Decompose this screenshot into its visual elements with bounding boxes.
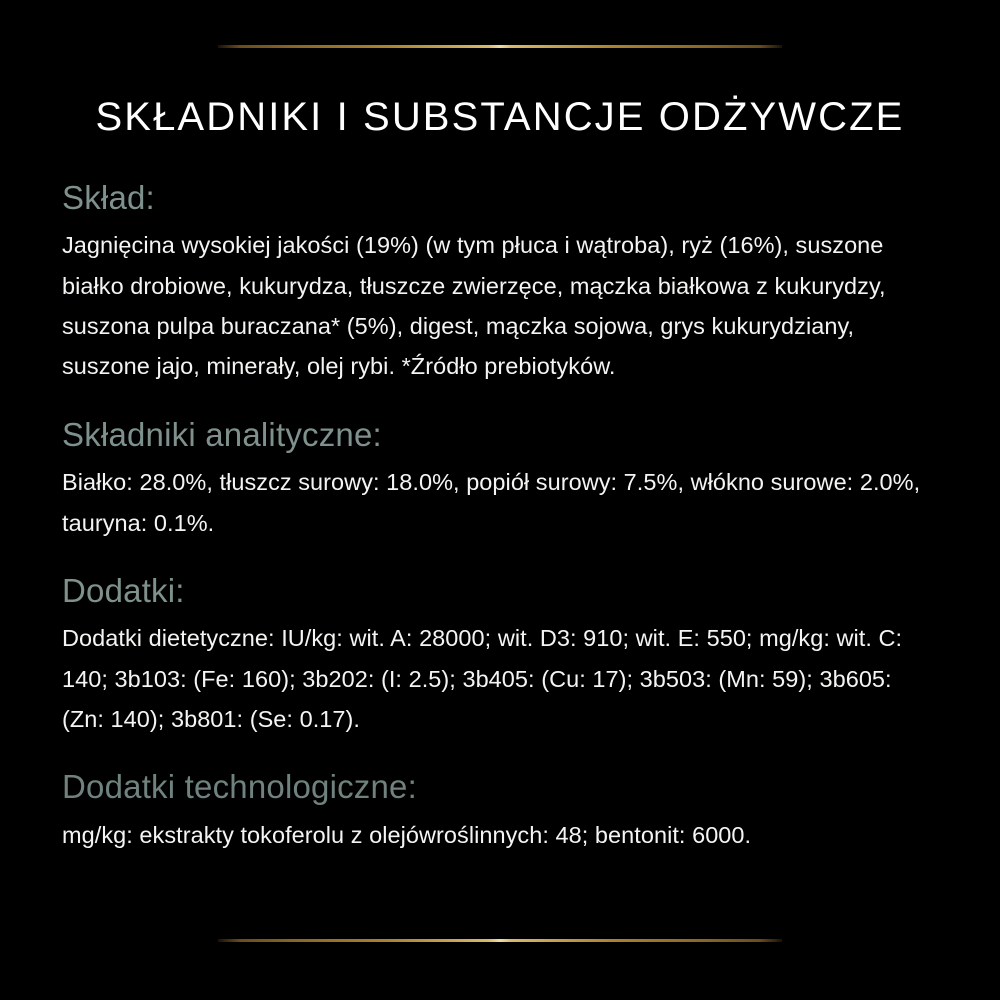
section-heading-skladniki-analityczne: Składniki analityczne: <box>62 415 382 453</box>
section-dodatki-technologiczne <box>62 766 938 855</box>
section-sklad <box>62 177 938 387</box>
section-body-dodatki: Dodatki dietetyczne: IU/kg: wit. A: 28000; wit. D3: 910; wit. E: 550; mg/kg: wit. C: 140; 3b103: (Fe: 160); 3b202: (I: 2.5); 3b405: (Cu: 17); 3b503: (Mn: 59); 3b605: (Zn: 140); 3b801: (Se: 0.17). <box>62 625 903 732</box>
gold-divider-top <box>218 45 782 48</box>
bottom-divider-wrap <box>0 939 1000 1000</box>
page-title: SKŁADNIKI I SUBSTANCJE ODŻYWCZE <box>95 95 905 139</box>
section-body-dodatki-technologiczne: mg/kg: ekstrakty tokoferolu z olejówroślinnych: 48; bentonit: 6000. <box>62 821 752 848</box>
section-heading-dodatki: Dodatki: <box>62 571 185 609</box>
top-divider-wrap <box>0 0 1000 48</box>
section-heading-sklad: Skład: <box>62 179 155 216</box>
section-heading-dodatki-technologiczne: Dodatki technologiczne: <box>62 768 417 806</box>
section-dodatki <box>62 570 938 739</box>
section-body-skladniki-analityczne: Białko: 28.0%, tłuszcz surowy: 18.0%, popiół surowy: 7.5%, włókno surowe: 2.0%, tauryna: 0.1%. <box>62 469 921 536</box>
sections-container <box>0 177 1000 939</box>
section-skladniki-analityczne <box>62 414 938 543</box>
gold-divider-bottom <box>218 939 782 942</box>
section-body-sklad: Jagnięcina wysokiej jakości (19%) (w tym płuca i wątroba), ryż (16%), suszone białko drobiowe, kukurydza, tłuszcze zwierzęce, mączka białkowa z kukurydzy, suszona pulpa buraczana* (5%), digest, mączka sojowa, grys kukurydziany, suszone jajo, minerały, olej rybi. *Źródło prebiotyków. <box>62 232 886 380</box>
